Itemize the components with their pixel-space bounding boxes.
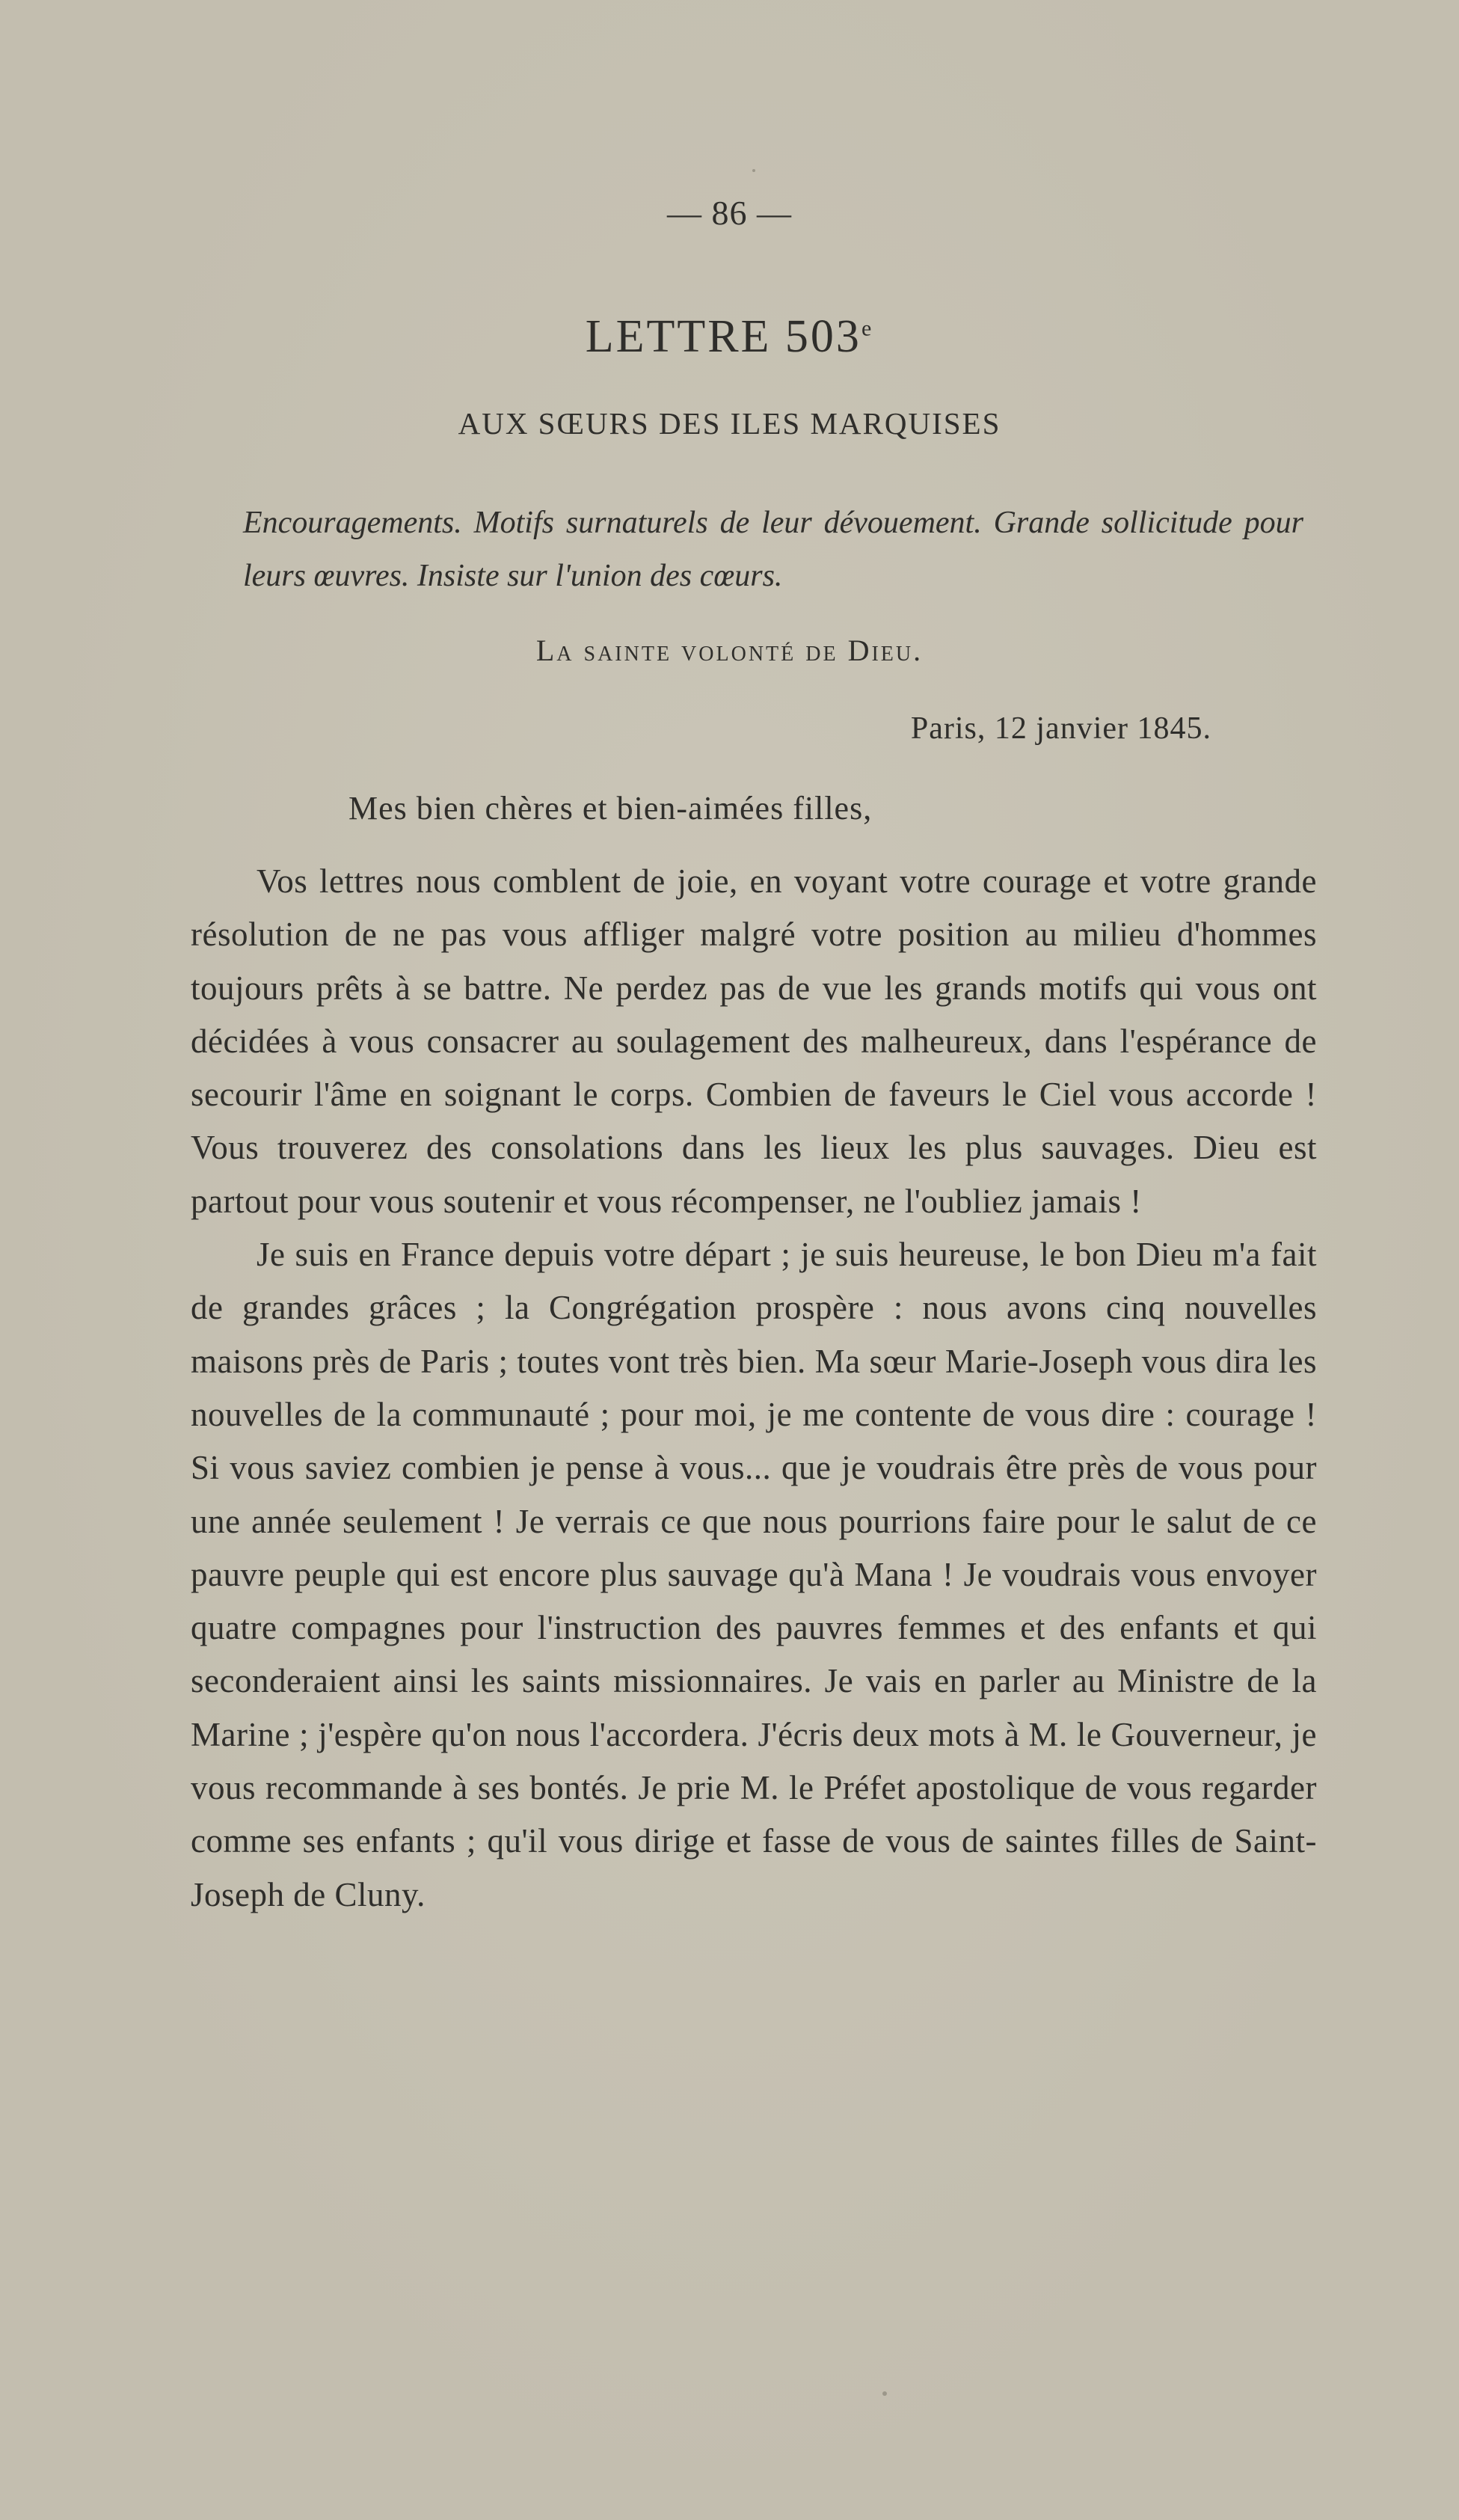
letter-motto: La sainte volonté de Dieu. — [535, 634, 924, 667]
body-paragraph-1: Vos lettres nous comblent de joie, en voyant votre courage et votre grande résolution de ne pas vous affliger malgré votre position au milieu d'hommes toujours prêts à se battre. Ne perdez pas de vue les grands motifs qui vous ont décidées à vous consacrer au soulagement des malheureux, dans l'espérance de secourir l'âme en soignant le corps. Combien de faveurs le Ciel vous accorde ! Vous trouverez des consolations dans les lieux les plus sauvages. Dieu est partout pour vous soutenir et vous récompenser, ne l'oubliez jamais ! — [191, 862, 1317, 1220]
letter-salutation: Mes bien chères et bien-aimées filles, — [348, 790, 873, 827]
letter-title — [0, 310, 1459, 364]
body-paragraph-2: Je suis en France depuis votre départ ; je suis heureuse, le bon Dieu m'a fait de grandes grâces ; la Congrégation prospère : nous avons cinq nouvelles maisons près de Paris ; toutes vont très bien. Ma sœur Marie-Joseph vous dira les nouvelles de la communauté ; pour moi, je me contente de vous dire : courage ! Si vous saviez combien je pense à vous... que je voudrais être près de vous pour une année seulement ! Je verrais ce que nous pourrions faire pour le salut de ce pauvre peuple qui est encore plus sauvage qu'à Mana ! Je voudrais vous envoyer quatre compagnes pour l'instruction des pauvres femmes et des enfants et qui seconderaient ainsi les saints missionnaires. Je vais en parler au Ministre de la Marine ; j'espère qu'on nous l'accordera. J'écris deux mots à M. le Gouverneur, je vous recommande à ses bontés. Je prie M. le Préfet apostolique de vous regarder comme ses enfants ; qu'il vous dirige et fasse de vous de saintes filles de Saint-Joseph de Cluny. — [191, 1236, 1317, 1913]
page-number: — 86 — — [667, 194, 792, 232]
letter-title-suffix: e — [861, 316, 874, 341]
letter-dateline: Paris, 12 janvier 1845. — [910, 711, 1211, 746]
letter-body — [191, 855, 1317, 1922]
paper-speck — [752, 169, 755, 172]
paper-speck — [882, 2391, 887, 2396]
letter-title-text: LETTRE 503 — [585, 311, 861, 362]
letter-recipient: AUX SŒURS DES ILES MARQUISES — [458, 406, 1001, 441]
letter-summary: Encouragements. Motifs surnaturels de leur dévouement. Grande sollicitude pour leurs œuvres. Insiste sur l'union des cœurs. — [243, 506, 1303, 593]
